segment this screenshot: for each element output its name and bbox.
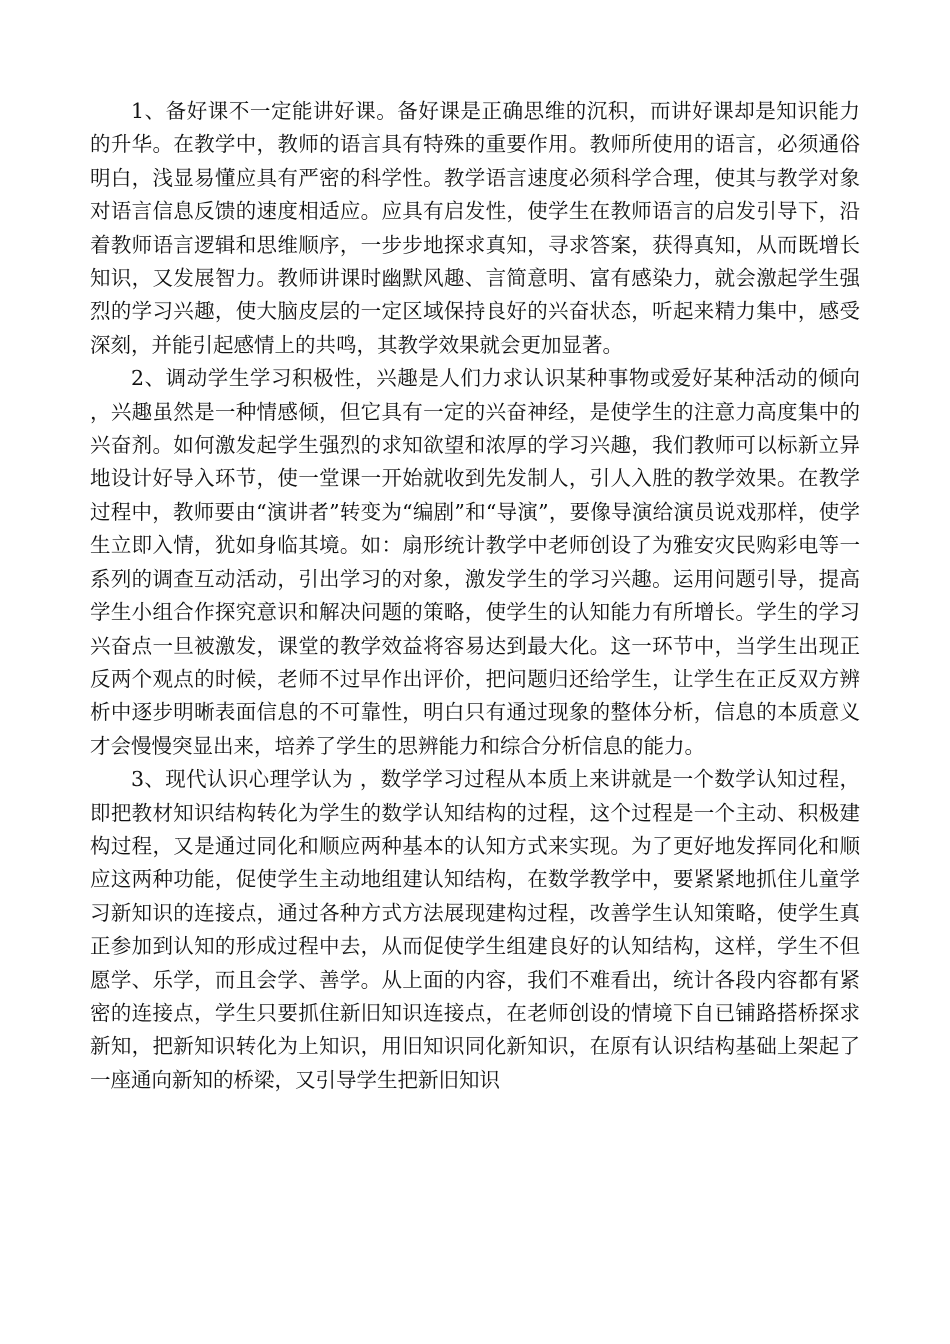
paragraph-2: 2、调动学生学习积极性，兴趣是人们力求认识某种事物或爱好某种活动的倾向，兴趣虽然是一种情感倾，但它具有一定的兴奋神经，是使学生的注意力高度集中的兴奋剂。如何激发起学生强烈的求知欲望和浓厚的学习兴趣，我们教师可以标新立异地设计好导入环节，使一堂课一开始就收到先发制人，引人入胜的教学效果。在教学过程中，教师要由“演讲者”转变为“编剧”和“导演”，要像导演给演员说戏那样，使学生立即入情，犹如身临其境。如：扇形统计教学中老师创设了为雅安灾民购彩电等一系列的调查互动活动，引出学习的对象，激发学生的学习兴趣。运用问题引导，提高学生小组合作探究意识和解决问题的策略，使学生的认知能力有所增长。学生的学习兴奋点一旦被激发，课堂的教学效益将容易达到最大化。这一环节中，当学生出现正反两个观点的时候，老师不过早作出评价，把问题归还给学生，让学生在正反双方辨析中逐步明晰表面信息的不可靠性，明白只有通过现象的整体分析，信息的本质意义才会慢慢突显出来，培养了学生的思辨能力和综合分析信息的能力。	[90, 366, 860, 758]
document-body	[90, 95, 860, 1097]
paragraph-3: 3、现代认识心理学认为 ，数学学习过程从本质上来讲就是一个数学认知过程，即把教材知识结构转化为学生的数学认知结构的过程，这个过程是一个主动、积极建构过程，又是通过同化和顺应两种基本的认知方式来实现。为了更好地发挥同化和顺应这两种功能，促使学生主动地组建认知结构，在数学教学中，要紧紧地抓住儿童学习新知识的连接点，通过各种方式方法展现建构过程，改善学生认知策略，使学生真正参加到认知的形成过程中去，从而促使学生组建良好的认知结构，这样，学生不但愿学、乐学，而且会学、善学。从上面的内容，我们不难看出，统计各段内容都有紧密的连接点，学生只要抓住新旧知识连接点，在老师创设的情境下自已铺路搭桥探求新知，把新知识转化为上知识，用旧知识同化新知识，在原有认识结构基础上架起了一座通向新知的桥梁，又引导学生把新旧知识	[90, 767, 860, 1092]
paragraph-1: 1、备好课不一定能讲好课。备好课是正确思维的沉积，而讲好课却是知识能力的升华。在教学中，教师的语言具有特殊的重要作用。教师所使用的语言，必须通俗明白，浅显易懂应具有严密的科学性。教学语言速度必须科学合理，使其与教学对象对语言信息反馈的速度相适应。应具有启发性，使学生在教师语言的启发引导下，沿着教师语言逻辑和思维顺序，一步步地探求真知，寻求答案，获得真知，从而既增长知识，又发展智力。教师讲课时幽默风趣、言简意明、富有感染力，就会激起学生强烈的学习兴趣，使大脑皮层的一定区域保持良好的兴奋状态，听起来精力集中，感受深刻，并能引起感情上的共鸣，其教学效果就会更加显著。	[90, 99, 860, 357]
